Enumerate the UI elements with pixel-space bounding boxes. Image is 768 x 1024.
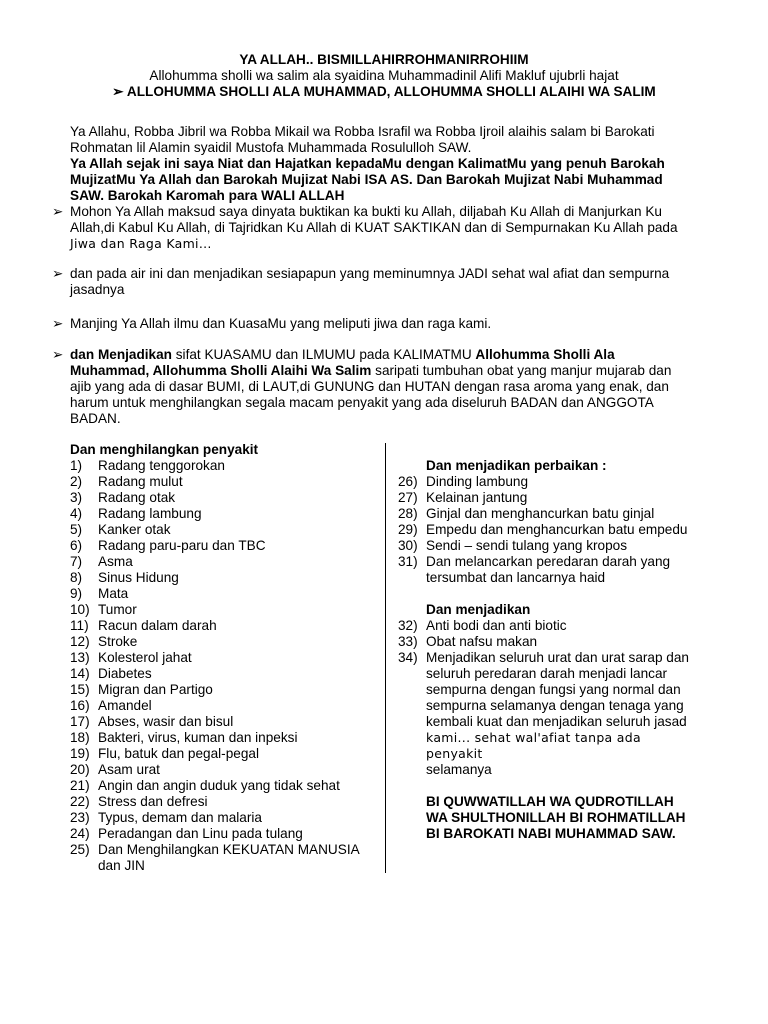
list-item <box>70 842 370 858</box>
bullet-line: dan pada air ini dan menjadikan sesiapapun yang meminumnya JADI sehat wal afiat dan sempurna <box>70 266 670 281</box>
bullet-paragraph <box>70 347 698 427</box>
list-item <box>70 730 370 746</box>
bullet-line: Manjing Ya Allah ilmu dan KuasaMu yang meliputi jiwa dan raga kami. <box>70 316 492 331</box>
list-item-text: Bakteri, virus, kuman dan inpeksi <box>98 730 298 745</box>
list-item-text: Menjadikan seluruh urat dan urat sarap dan <box>426 650 689 665</box>
list-item-number: 5) <box>70 522 83 537</box>
list-item-number: 28) <box>398 506 418 521</box>
list-item-number: 10) <box>70 602 90 617</box>
list-item-number: 16) <box>70 698 90 713</box>
right-list <box>398 474 698 570</box>
arrow-bullet-icon: ➢ <box>52 266 64 281</box>
list-item-number: 6) <box>70 538 83 553</box>
list-item-text: Radang lambung <box>98 506 202 521</box>
list-item <box>70 474 370 490</box>
list-item-continuation: kami... sehat wal'afiat tanpa ada penyakit <box>426 730 641 761</box>
list-item-text: Flu, batuk dan pegal-pegal <box>98 746 259 761</box>
intro-bold-line: Ya Allah sejak ini saya Niat dan Hajatkan kepadaMu dengan KalimatMu yang penuh Barokah <box>70 156 665 171</box>
list-item <box>398 474 698 490</box>
bold-phrase: dan Menjadikan <box>70 347 172 362</box>
list-item <box>70 682 370 698</box>
list-item-text: Stroke <box>98 634 138 649</box>
bullet-paragraph <box>70 204 698 252</box>
list-item <box>70 826 370 842</box>
list-item <box>398 554 698 570</box>
list-item-continuation: sempurna dengan fungsi yang normal dan <box>426 682 681 697</box>
list-item-number: 33) <box>398 634 418 649</box>
list-item-text: Typus, demam dan malaria <box>98 810 262 825</box>
list-item-text: Dan Menghilangkan KEKUATAN MANUSIA <box>98 842 360 857</box>
list-item-number: 21) <box>70 778 90 793</box>
list-item-text: Empedu dan menghancurkan batu empedu <box>426 522 688 537</box>
list-item-text: Kanker otak <box>98 522 171 537</box>
list-item-text: Mata <box>98 586 129 601</box>
list-item <box>70 554 370 570</box>
list-item-text: Peradangan dan Linu pada tulang <box>98 826 303 841</box>
list-item <box>70 698 370 714</box>
bullet-line: Mohon Ya Allah maksud saya dinyata buktikan ka bukti ku Allah, diljabah Ku Allah di Manjurkan Ku <box>70 204 662 219</box>
list-item-number: 32) <box>398 618 418 633</box>
list-item-text: Sinus Hidung <box>98 570 179 585</box>
list-item-continuation: tersumbat dan lancarnya haid <box>426 570 606 585</box>
list-item-number: 23) <box>70 810 90 825</box>
closing-line: BI BAROKATI NABI MUHAMMAD SAW. <box>426 826 676 841</box>
bullet-paragraph <box>70 266 698 298</box>
list-item-number: 31) <box>398 554 418 569</box>
text-phrase: sifat KUASAMU dan ILMUMU pada KALIMATMU <box>171 347 476 362</box>
list-item-number: 7) <box>70 554 83 569</box>
list-item-continuation-block <box>398 666 698 730</box>
list-item <box>70 746 370 762</box>
list-item-text: Radang otak <box>98 490 176 505</box>
list-item-text: Radang mulut <box>98 474 183 489</box>
list-item <box>398 490 698 506</box>
list-item-text: Asam urat <box>98 762 160 777</box>
list-item-number: 27) <box>398 490 418 505</box>
arrow-bullet-icon: ➢ <box>52 316 64 331</box>
list-item-continuation: sempurna selamanya dengan tenaga yang <box>426 698 684 713</box>
list-item <box>70 762 370 778</box>
right-list-heading: Dan menjadikan perbaikan : <box>426 458 607 473</box>
list-item-number: 9) <box>70 586 83 601</box>
list-item-text: Stress dan defresi <box>98 794 208 809</box>
list-item-number: 3) <box>70 490 83 505</box>
right-list <box>398 618 698 666</box>
list-item-text: Radang tenggorokan <box>98 458 225 473</box>
list-item-number: 29) <box>398 522 418 537</box>
list-item <box>398 538 698 554</box>
list-item-number: 15) <box>70 682 90 697</box>
closing-line: BI QUWWATILLAH WA QUDROTILLAH <box>426 794 674 809</box>
list-item-number: 13) <box>70 650 90 665</box>
text-phrase: saripati tumbuhan obat yang manjur mujarab dan <box>371 363 672 378</box>
bullet-paragraph <box>70 316 698 332</box>
list-item <box>70 650 370 666</box>
list-item <box>70 666 370 682</box>
list-item-text: Dan melancarkan peredaran darah yang <box>426 554 671 569</box>
list-item <box>398 634 698 650</box>
list-item-number: 24) <box>70 826 90 841</box>
bullet-line <box>70 347 698 363</box>
list-item-continuation: seluruh peredaran darah menjadi lancar <box>426 666 668 681</box>
list-item <box>70 778 370 794</box>
list-item-text: Ginjal dan menghancurkan batu ginjal <box>426 506 655 521</box>
list-item-continuation: kembali kuat dan menjadikan seluruh jasad <box>426 714 687 729</box>
list-item-text: Tumor <box>98 602 137 617</box>
list-item-text: Anti bodi dan anti biotic <box>426 618 567 633</box>
left-list-heading: Dan menghilangkan penyakit <box>70 442 259 457</box>
closing-line: WA SHULTHONILLAH BI ROHMATILLAH <box>426 810 686 825</box>
bullet-line: harum untuk menghilangkan segala macam penyakit yang ada diseluruh BADAN dan ANGGOTA <box>70 395 654 410</box>
list-item-text: Kolesterol jahat <box>98 650 192 665</box>
list-item-number: 2) <box>70 474 83 489</box>
list-item-text: Abses, wasir dan bisul <box>98 714 234 729</box>
list-item <box>70 522 370 538</box>
bullet-heading-text: ALLOHUMMA SHOLLI ALA MUHAMMAD, ALLOHUMMA SHOLLI ALAIHI WA SALIM <box>126 84 656 99</box>
list-item <box>70 570 370 586</box>
list-item <box>70 794 370 810</box>
bullet-line: BADAN. <box>70 411 121 426</box>
bullet-heading <box>0 84 768 100</box>
list-item <box>70 586 370 602</box>
list-item <box>70 602 370 618</box>
list-item-number: 25) <box>70 842 90 857</box>
intro-bold-line: MujizatMu Ya Allah dan Barokah Mujizat Nabi ISA AS. Dan Barokah Mujizat Nabi Muhammad <box>70 172 663 187</box>
list-item-number: 26) <box>398 474 418 489</box>
list-item-text: Migran dan Partigo <box>98 682 213 697</box>
bullet-line <box>70 363 698 379</box>
bullet-line: ajib yang ada di dasar BUMI, di LAUT,di GUNUNG dan HUTAN dengan rasa aroma yang enak, dan <box>70 379 669 394</box>
arrow-bullet-icon: ➢ <box>112 84 124 99</box>
list-item <box>398 506 698 522</box>
list-item-number: 11) <box>70 618 89 633</box>
left-column <box>70 442 370 874</box>
intro-line: Rohmatan lil Alamin syaidil Mustofa Muhammada Rosululloh SAW. <box>70 140 472 155</box>
list-item-text: Dinding lambung <box>426 474 529 489</box>
list-item-number: 4) <box>70 506 83 521</box>
right-list-heading: Dan menjadikan <box>426 602 531 617</box>
list-item-number: 20) <box>70 762 90 777</box>
bullet-line: jasadnya <box>70 282 125 297</box>
list-item-text: Obat nafsu makan <box>426 634 538 649</box>
column-divider <box>385 443 386 873</box>
list-item-text: Diabetes <box>98 666 152 681</box>
intro-paragraph <box>70 124 698 204</box>
list-item <box>70 714 370 730</box>
list-item-number: 1) <box>70 458 83 473</box>
list-item <box>398 650 698 666</box>
list-item-number: 17) <box>70 714 90 729</box>
list-item-number: 22) <box>70 794 90 809</box>
list-item <box>70 506 370 522</box>
arrow-bullet-icon: ➢ <box>52 347 64 362</box>
list-item-text: Kelainan jantung <box>426 490 528 505</box>
bold-phrase: Muhammad, Allohumma Sholli Alaihi Wa Salim <box>70 363 372 378</box>
list-item-text: Asma <box>98 554 133 569</box>
document-title: YA ALLAH.. BISMILLAHIRROHMANIRROHIIM <box>239 52 529 67</box>
list-item <box>398 522 698 538</box>
list-item <box>70 618 370 634</box>
list-item-number: 19) <box>70 746 90 761</box>
bullet-line: Jiwa dan Raga Kami... <box>70 236 212 251</box>
arrow-bullet-icon: ➢ <box>52 204 64 219</box>
intro-bold-line: SAW. Barokah Karomah para WALI ALLAH <box>70 188 345 203</box>
list-item-number: 18) <box>70 730 90 745</box>
list-item-text: Amandel <box>98 698 152 713</box>
bullet-line: Allah,di Kabul Ku Allah, di Tajridkan Ku Allah di KUAT SAKTIKAN dan di Sempurnakan Ku Allah pada <box>70 220 678 235</box>
list-item-text: Racun dalam darah <box>98 618 217 633</box>
list-item-text: Sendi – sendi tulang yang kropos <box>426 538 628 553</box>
list-item-text: Radang paru-paru dan TBC <box>98 538 266 553</box>
list-item <box>70 490 370 506</box>
list-item-text: Angin dan angin duduk yang tidak sehat <box>98 778 340 793</box>
list-item-number: 8) <box>70 570 83 585</box>
list-item <box>70 634 370 650</box>
list-item-number: 14) <box>70 666 90 681</box>
intro-line: Ya Allahu, Robba Jibril wa Robba Mikail wa Robba Israfil wa Robba Ijroil alaihis salam bi Barokati <box>70 124 655 139</box>
left-list <box>70 458 370 858</box>
list-item-number: 30) <box>398 538 418 553</box>
list-item-number: 12) <box>70 634 90 649</box>
list-item <box>70 458 370 474</box>
list-item <box>70 810 370 826</box>
list-item-number: 34) <box>398 650 418 665</box>
bold-phrase: Allohumma Sholli Ala <box>475 347 615 362</box>
list-item <box>70 538 370 554</box>
list-item <box>398 618 698 634</box>
list-item-continuation: dan JIN <box>98 858 145 873</box>
list-item-continuation: selamanya <box>426 762 492 777</box>
right-column <box>398 458 698 842</box>
document-subtitle: Allohumma sholli wa salim ala syaidina Muhammadinil Alifi Makluf ujubrli hajat <box>149 68 619 83</box>
